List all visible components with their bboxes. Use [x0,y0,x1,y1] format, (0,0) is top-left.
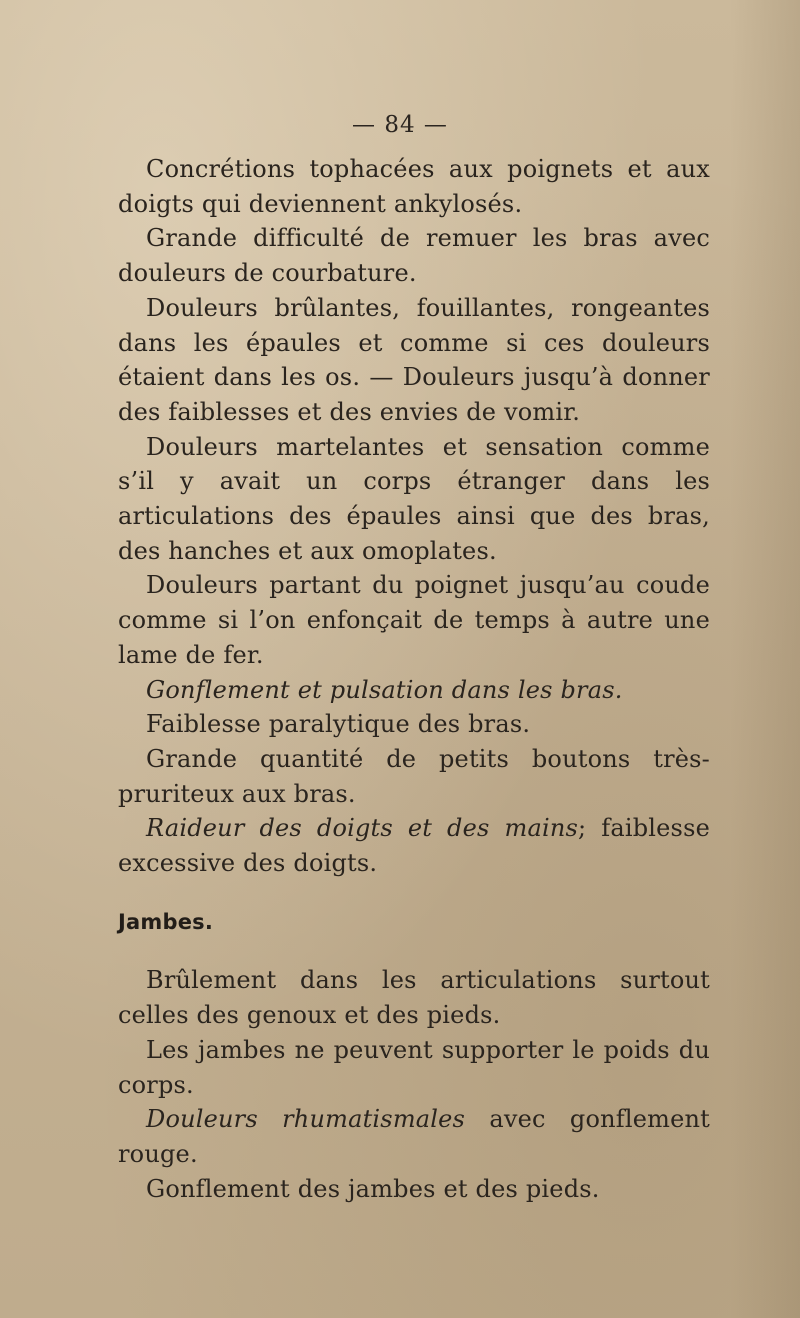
paragraph: Faiblesse paralytique des bras. [146,710,531,739]
italic-text: Gonflement et pulsation dans les bras. [146,675,623,704]
paragraph: Concrétions tophacées aux poignets et aux doigts qui deviennent ankylosés. [118,155,710,218]
page-number: — 84 — [352,112,448,138]
page-edge-shading [730,0,800,1318]
italic-text: Raideur des doigts et des mains [146,814,578,843]
italic-text: Douleurs rhumatismales [146,1105,466,1134]
paragraph [118,1102,710,1171]
paragraph: Brûlement dans les articulations surtout celles des genoux et des pieds. [118,966,710,1030]
paragraph [118,811,710,880]
paragraph-text: ; faiblesse excessive des doigts. [118,814,710,878]
page-body [118,152,710,1206]
section-heading: Jambes. [118,909,214,934]
paragraph: Douleurs brûlantes, fouillantes, rongeantes dans les épaules et comme si ces douleurs étaient dans les os. — Douleurs jusqu’à donner des faiblesses et des envies de vomir. [118,293,710,426]
paragraph: Douleurs martelantes et sensation comme s’il y avait un corps étranger dans les articulations des épaules ainsi que des bras, des hanches et aux omoplates. [118,432,710,565]
paragraph: Grande difficulté de remuer les bras avec douleurs de courbature. [118,224,710,288]
paragraph: Les jambes ne peuvent supporter le poids du corps. [118,1035,710,1099]
paragraph: Grande quantité de petits boutons très-pruriteux aux bras. [118,744,710,808]
paragraph [118,673,710,708]
paragraph: Gonflement des jambes et des pieds. [146,1174,600,1203]
paragraph: Douleurs partant du poignet jusqu’au coude comme si l’on enfonçait de temps à autre une lame de fer. [118,571,710,669]
paragraph-text: avec gonflement rouge. [118,1105,710,1168]
